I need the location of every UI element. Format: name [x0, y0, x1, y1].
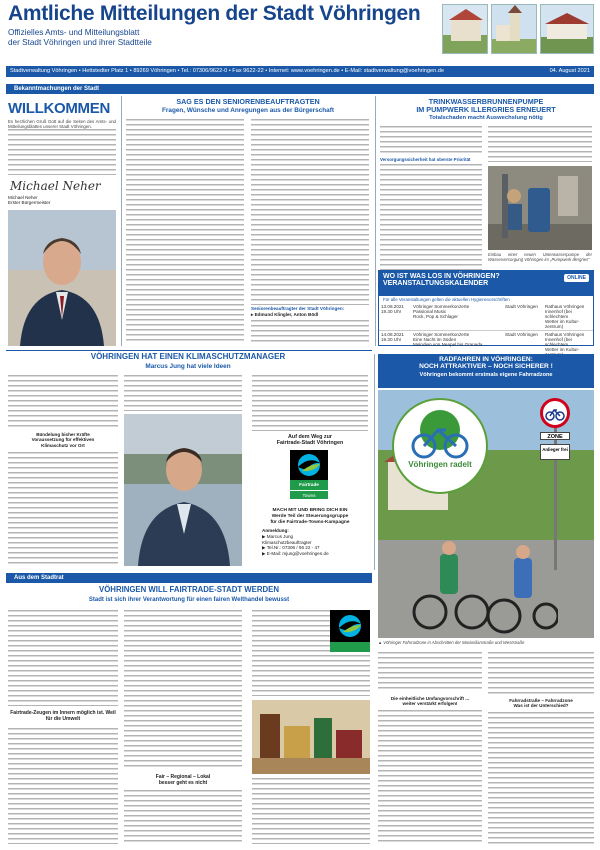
event-date: 13.08.2021 19.30 Uhr: [379, 303, 411, 331]
column-divider: [121, 96, 122, 346]
issue-date: 04. August 2021: [549, 68, 590, 74]
masthead-subtitle-2: der Stadt Vöhringen und ihrer Stadtteile: [8, 38, 152, 47]
pump-caption: Einbau einer neuen Unterwasserpumpe der Wasserversorgung Vöhringen im „Pumpwerk Illergries": [488, 252, 592, 263]
radfahren-text-a: [378, 652, 482, 692]
klima-quote-head: Bündelung bisher Kräfte Voraussetzung für effektiven Klimaschutz vor Ort: [31, 432, 95, 448]
fairtrade-badge-icon: [330, 610, 370, 652]
contact-bar: [6, 66, 594, 77]
fairtrade-mark-icon: [290, 450, 328, 480]
klima-text-col2a: [124, 375, 242, 411]
fairtown-text-col1b: [8, 728, 118, 844]
fairtown-text-col2b: [124, 790, 242, 844]
fairtrade-products-photo: [252, 700, 370, 774]
fairtown-text-col2a: [124, 610, 242, 770]
senioren-contact-head: Seniorenbeauftragter der Stadt Vöhringen:: [251, 306, 345, 311]
radfahren-title: RADFAHREN IN VÖHRINGEN:: [439, 356, 533, 363]
logo-text: Vöhringen radelt: [408, 460, 472, 469]
senioren-contact-details: [251, 320, 369, 342]
column-divider-2: [375, 96, 376, 346]
fairtrade-brand: Fairtrade: [290, 480, 328, 490]
town-photo-3: [540, 4, 594, 54]
contact-name: ▶ Marcus Jung: [262, 533, 294, 539]
radfahren-subhead-2: Fahrradstraße – Fahrradzone Was ist der Unterschied?: [509, 698, 573, 709]
pump-photo: [488, 166, 592, 250]
senioren-text-col1: [126, 119, 244, 343]
event-table: [379, 303, 593, 359]
calendar-title: WO IST WAS LOS IN VÖHRINGEN?: [383, 273, 500, 280]
trinkwasser-text-a: [380, 126, 482, 154]
klima-text-col1b: [8, 452, 118, 566]
fairtown-midhead: Fair – Regional – Lokal besser geht es nicht: [155, 774, 211, 786]
radfahren-text-c: [488, 652, 594, 694]
masthead-title: Amtliche Mitteilungen der Stadt Vöhringen: [8, 2, 421, 25]
klima-title: VÖHRINGEN HAT EINEN KLIMASCHUTZMANAGER: [90, 352, 286, 361]
senioren-subtitle: Fragen, Wünsche und Anregungen aus der Bürgerschaft: [162, 107, 334, 114]
signature: Michael Neher: [10, 179, 101, 193]
radfahren-title-2: NOCH ATTRAKTIVER – NOCH SICHERER !: [419, 363, 553, 370]
senioren-title: SAG ES DEN SENIORENBEAUFTRAGTEN: [176, 97, 320, 106]
town-photo-1: [442, 4, 488, 54]
masthead-subtitle: Offizielles Amts- und Mitteilungsblatt: [8, 28, 140, 37]
trinkwasser-text-c: [488, 126, 592, 162]
klima-subtitle: Marcus Jung hat viele Ideen: [145, 363, 231, 370]
trinkwasser-subtitle: IM PUMPWERK ILLERGRIES ERNEUERT: [416, 105, 556, 114]
fairtrade-towns-logo: [290, 450, 328, 504]
senioren-contact-name: ▸ Edmund Klingler, Anton Bödl: [251, 312, 319, 317]
radfahren-text-d: [488, 712, 594, 844]
fairtrade-ask: Auf dem Weg zur Fairtrade-Stadt Vöhringen: [276, 434, 344, 447]
fairtown-box-head: Fairtrade-Zeugen im Innern möglich ist. Weil für die Umwelt: [10, 710, 116, 722]
radfahren-box-head: Die einheitliche Umfangvorschrift ... weiter verstärkt erfolgen!: [390, 696, 470, 707]
section-header-stadtrat: Aus dem Stadtrat: [6, 573, 372, 583]
contact-address: Stadtverwaltung Vöhringen • Hettstedter Platz 1 • 89269 Vöhringen • Tel.: 07306/9622-0 • Fax 9622-22 • Internet: www.voehringen.de • E-Mail: stadtverwaltung@voehringen.de: [10, 68, 445, 74]
trinkwasser-title: TRINKWASSERBRUNNENPUMPE: [428, 97, 544, 106]
fairtrade-towns: Towns: [290, 490, 328, 499]
radfahren-subtitle: Vöhringen bekommt erstmals eigene Fahrradzone: [419, 372, 553, 378]
anlieger-sign: Anlieger frei: [540, 444, 570, 460]
welcome-column: [8, 100, 116, 130]
event-calendar: [378, 270, 594, 352]
cyclists-figures: [408, 540, 558, 638]
radfahren-text-b: [378, 710, 482, 844]
contact-role: Klimaschutzbeauftragter: [262, 539, 312, 545]
event-date: 14.08.2021 19.30 Uhr: [379, 331, 411, 359]
section-header-bekanntmachungen: Bekanntmachungen der Stadt: [6, 84, 594, 94]
mayor-role: Erster Bürgermeister: [8, 200, 51, 205]
event-name: Vöhringer Sommerkonzerte Eine Nacht im Süden Melodien von Neapel bis Granada: [411, 331, 503, 359]
contact-anmeldung: Anmeldung:: [262, 528, 289, 533]
trinkwasser-text-b: [380, 164, 482, 272]
fairtown-text-col1a: [8, 610, 118, 706]
calendar-title-2: VERANSTALTUNGSKALENDER: [383, 280, 489, 287]
event-name: Vöhringer Sommerkonzerte Passional Music Rock, Pop & Schlager: [411, 303, 503, 331]
event-location: Rathaus Vöhringen Innenhof (bei schlechtem Wetter im Kultur-zentrum): [543, 303, 593, 331]
calendar-note: Für alle Veranstaltungen gelten die aktuellen Hygienevorschriften: [383, 297, 510, 302]
senioren-text-col2: [251, 119, 369, 305]
welcome-heading: WILLKOMMEN: [8, 100, 110, 117]
fairtown-subtitle: Stadt ist sich ihrer Verantwortung für einen fairen Welthandel bewusst: [88, 597, 290, 603]
event-location: Rathaus Vöhringen Innenhof (bei schlechtem Wetter im Kultur-: [543, 331, 593, 359]
mayor-photo: [8, 210, 116, 346]
event-host: Stadt Vöhringen: [503, 303, 543, 331]
radfahren-caption: ▲ Vöhringer Fahrradzone in Abschnitten der Maximilianstraße und Weststraße: [378, 640, 525, 645]
voehringen-radelt-logo: [392, 398, 488, 494]
radfahren-banner: [378, 354, 594, 388]
fairtrade-contact: [262, 528, 366, 557]
klima-text-col1a: [8, 375, 118, 429]
klima-manager-photo: [124, 414, 242, 566]
town-photo-2: [491, 4, 537, 54]
event-row[interactable]: [379, 303, 593, 331]
fairtown-text-col3b: [252, 778, 370, 844]
fairtrade-join: MACH MIT UND BRING DICH EIN Werde Teil der Steuerungsgruppe für die Fairtrade-Towns-Kampagne: [270, 508, 350, 525]
klima-text-col3: [252, 375, 368, 431]
contact-phone: ▶ Tel.Nr.: 07306 / 96 22 - 47: [262, 545, 320, 551]
welcome-intro: Es herzlichen Gruß Gott auf die Seiten des Amts- und Mitteilungsblattes unserer Stadt Vöhringen.: [8, 119, 116, 130]
trinkwasser-midhead: Versorgungssicherheit hat oberste Priorität: [380, 157, 471, 162]
contact-email[interactable]: ▶ E-Mail: mjung@voehringen.de: [262, 551, 329, 557]
welcome-body-text: [8, 129, 116, 175]
trinkwasser-subtitle-2: Totalschaden macht Auswechslung nötig: [429, 115, 543, 121]
event-host: Stadt Vöhringen: [503, 331, 543, 359]
column-divider-3: [374, 354, 375, 570]
divider-line: [6, 350, 372, 351]
mayor-name: Michael Neher: [8, 195, 38, 200]
online-badge[interactable]: ONLINE: [564, 274, 589, 282]
bicycle-sign-icon: [540, 398, 570, 428]
fairtown-title: VÖHRINGEN WILL FAIRTRADE-STADT WERDEN: [99, 585, 279, 594]
zone-sign: ZONE: [540, 432, 570, 440]
